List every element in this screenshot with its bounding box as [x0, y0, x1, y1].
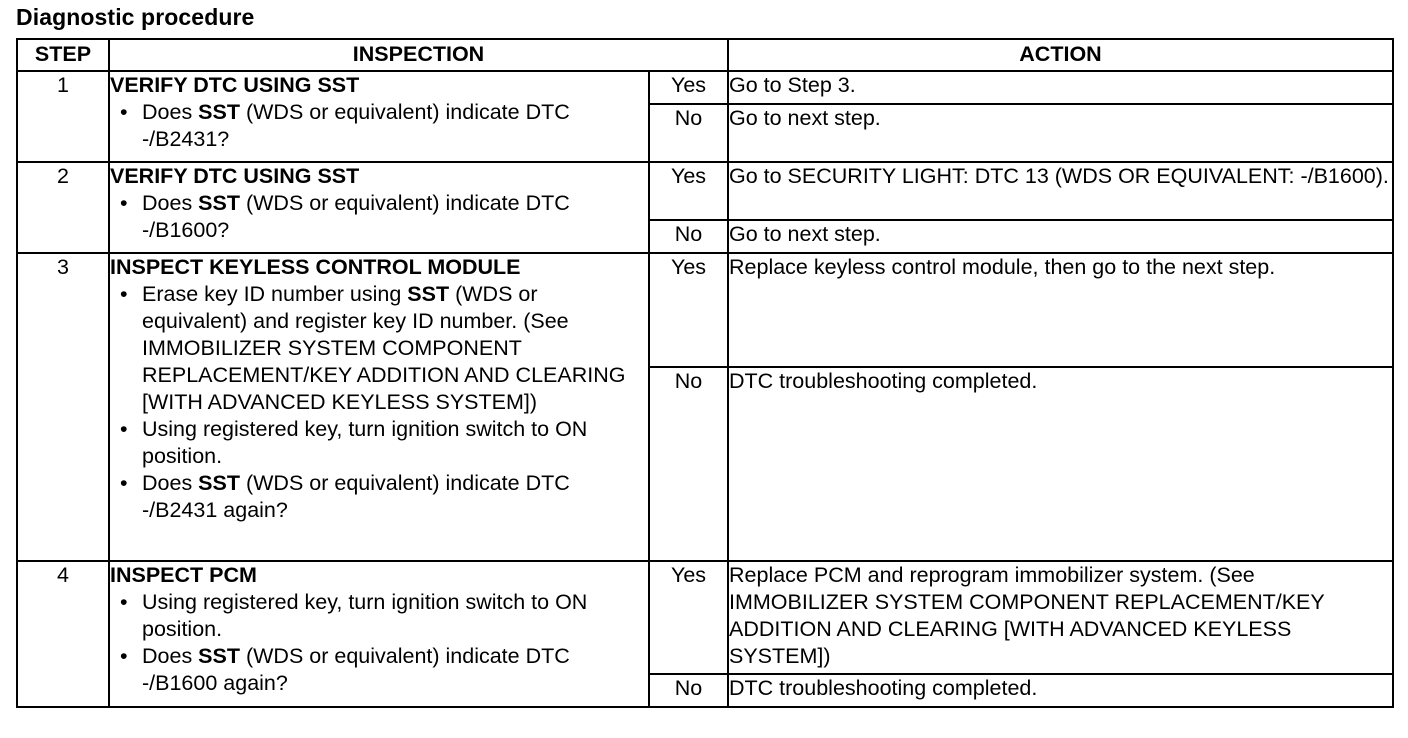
- inspection-title: VERIFY DTC USING SST: [110, 73, 360, 97]
- diagnostic-table: [16, 38, 1394, 708]
- no-label: No: [649, 220, 728, 253]
- bullet-item: • Does SST (WDS or equivalent) indicate DTC -/B2431 again?: [142, 470, 648, 524]
- no-label: No: [649, 674, 728, 707]
- header-inspection: INSPECTION: [109, 39, 728, 71]
- table-row: [17, 253, 1393, 367]
- yes-action: Go to SECURITY LIGHT: DTC 13 (WDS OR EQUIVALENT: -/B1600).: [728, 162, 1393, 220]
- no-action: Go to next step.: [728, 104, 1393, 162]
- bullet-item: • Does SST (WDS or equivalent) indicate DTC -/B2431?: [142, 99, 648, 153]
- yes-label: Yes: [649, 71, 728, 104]
- step-number: 2: [17, 162, 109, 253]
- yes-label: Yes: [649, 162, 728, 220]
- bullet-item: • Does SST (WDS or equivalent) indicate DTC -/B1600?: [142, 190, 648, 244]
- inspection-title: INSPECT PCM: [110, 563, 257, 587]
- table-row: [17, 71, 1393, 104]
- yes-label: Yes: [649, 253, 728, 367]
- no-action: DTC troubleshooting completed.: [728, 674, 1393, 707]
- yes-action: Replace keyless control module, then go to the next step.: [728, 253, 1393, 367]
- inspection-cell: [109, 71, 649, 162]
- bullet-list: [110, 190, 648, 244]
- inspection-title: VERIFY DTC USING SST: [110, 164, 360, 188]
- step-number: 1: [17, 71, 109, 162]
- yes-action: Replace PCM and reprogram immobilizer system. (See IMMOBILIZER SYSTEM COMPONENT REPLACEMENT/KEY ADDITION AND CLEARING [WITH ADVANCED KEYLESS SYSTEM]): [728, 561, 1393, 674]
- bullet-item: • Does SST (WDS or equivalent) indicate DTC -/B1600 again?: [142, 643, 648, 697]
- table-row: [17, 162, 1393, 220]
- header-action: ACTION: [728, 39, 1393, 71]
- header-step: STEP: [17, 39, 109, 71]
- step-number: 3: [17, 253, 109, 561]
- no-label: No: [649, 367, 728, 561]
- bullet-list: [110, 99, 648, 153]
- inspection-title: INSPECT KEYLESS CONTROL MODULE: [110, 255, 521, 279]
- bullet-item: • Using registered key, turn ignition switch to ON position.: [142, 416, 648, 470]
- table-row: [17, 561, 1393, 674]
- inspection-cell: [109, 561, 649, 707]
- yes-label: Yes: [649, 561, 728, 674]
- step-number: 4: [17, 561, 109, 707]
- bullet-item: • Using registered key, turn ignition switch to ON position.: [142, 589, 648, 643]
- bullet-list: [110, 589, 648, 697]
- no-action: DTC troubleshooting completed.: [728, 367, 1393, 561]
- yes-action: Go to Step 3.: [728, 71, 1393, 104]
- inspection-cell: [109, 253, 649, 561]
- bullet-list: [110, 281, 648, 524]
- no-label: No: [649, 104, 728, 162]
- inspection-cell: [109, 162, 649, 253]
- header-row: [17, 39, 1393, 71]
- page-title: Diagnostic procedure: [16, 4, 255, 30]
- bullet-item: • Erase key ID number using SST (WDS or equivalent) and register key ID number. (See IMMOBILIZER SYSTEM COMPONENT REPLACEMENT/KEY ADDITION AND CLEARING [WITH ADVANCED KEYLESS SYSTEM]): [142, 281, 648, 416]
- no-action: Go to next step.: [728, 220, 1393, 253]
